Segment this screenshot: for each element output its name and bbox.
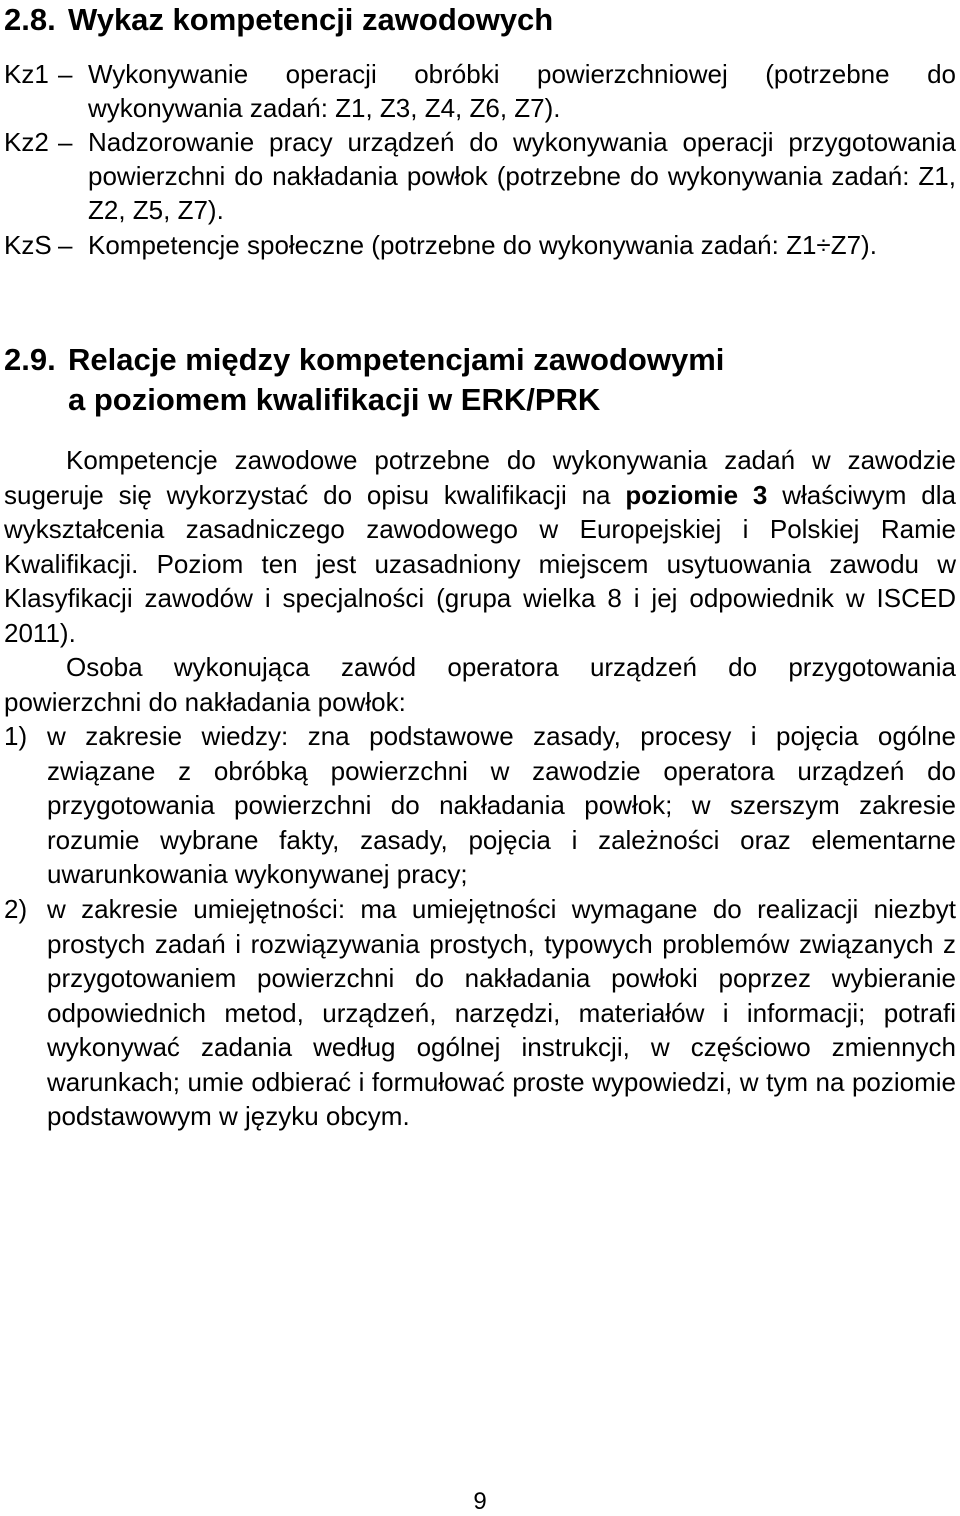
list-item-text: w zakresie umiejętności: ma umiejętności wymagane do realizacji niezbyt prostych zadań i rozwiązywania prostych, typowych problemów związanych z przygotowaniem powierzchni do nakładania powłoki poprzez wybieranie odpowiednich metod, urządzeń, narzędzi, materiałów i informacji; potrafi wykonywać zadania według ogólnej instrukcji, w częściowo zmiennych warunkach; umie odbierać i formułować proste wypowiedzi, w tym na poziomie podstawowym w języku obcym. <box>47 894 956 1131</box>
page-number: 9 <box>473 1488 487 1515</box>
list-item-skills <box>4 892 956 1134</box>
paragraph-operator-description <box>4 650 956 719</box>
competency-kz2 <box>4 125 956 227</box>
competency-dash: – <box>58 127 73 157</box>
section-2-8-heading <box>4 2 553 38</box>
section-2-9-heading <box>4 342 724 378</box>
list-marker: 1) <box>4 721 28 751</box>
competency-dash: – <box>58 230 73 260</box>
paragraph-text: Kompetencje zawodowe potrzebne do wykonywania zadań w zawodzie sugeruje się wykorzystać do opisu kwalifikacji na <box>4 445 956 510</box>
competency-text: Nadzorowanie pracy urządzeń do wykonywania operacji przygotowania powierzchni do nakładania powłok (potrzebne do wykonywania zadań: Z1, Z2, Z5, Z7). <box>88 127 956 225</box>
competency-code: KzS <box>4 230 52 260</box>
list-item-knowledge <box>4 719 956 892</box>
section-title-line-2: a poziomem kwalifikacji w ERK/PRK <box>68 382 601 417</box>
list-marker: 2) <box>4 894 28 924</box>
section-title-line-1: Relacje między kompetencjami zawodowymi <box>68 342 725 377</box>
competency-kz1 <box>4 57 956 125</box>
paragraph-bold-level: poziomie 3 <box>625 479 768 510</box>
paragraph-text-continued: właściwym dla wykształcenia zasadniczego zawodowego w Europejskiej i Polskiej Ramie Kwalifikacji. Poziom ten jest uzasadniony miejscem usytuowania zawodu w Klasyfikacji zawodów i specjalności (grupa wielka 8 i jej odpowiednik w ISCED 2011). <box>4 479 956 648</box>
competency-dash: – <box>58 59 73 89</box>
section-number: 2.9. <box>4 342 56 377</box>
competency-kzs <box>4 228 956 262</box>
paragraph-qualification-level <box>4 443 956 650</box>
competency-code: Kz2 <box>4 127 49 157</box>
paragraph-text: Osoba wykonująca zawód operatora urządzeń do przygotowania powierzchni do nakładania powłok: <box>4 652 956 717</box>
section-title: Wykaz kompetencji zawodowych <box>68 2 554 37</box>
competency-text: Wykonywanie operacji obróbki powierzchniowej (potrzebne do wykonywania zadań: Z1, Z3, Z4, Z6, Z7). <box>88 59 956 123</box>
section-2-9-heading-line-2 <box>68 382 600 418</box>
section-number: 2.8. <box>4 2 56 37</box>
competency-text: Kompetencje społeczne (potrzebne do wykonywania zadań: Z1÷Z7). <box>88 230 877 260</box>
competency-code: Kz1 <box>4 59 49 89</box>
list-item-text: w zakresie wiedzy: zna podstawowe zasady, procesy i pojęcia ogólne związane z obróbką powierzchni w zawodzie operatora urządzeń do przygotowania powierzchni do nakładania powłok; w szerszym zakresie rozumie wybrane fakty, zasady, pojęcia i zależności oraz elementarne uwarunkowania wykonywanej pracy; <box>47 721 956 889</box>
